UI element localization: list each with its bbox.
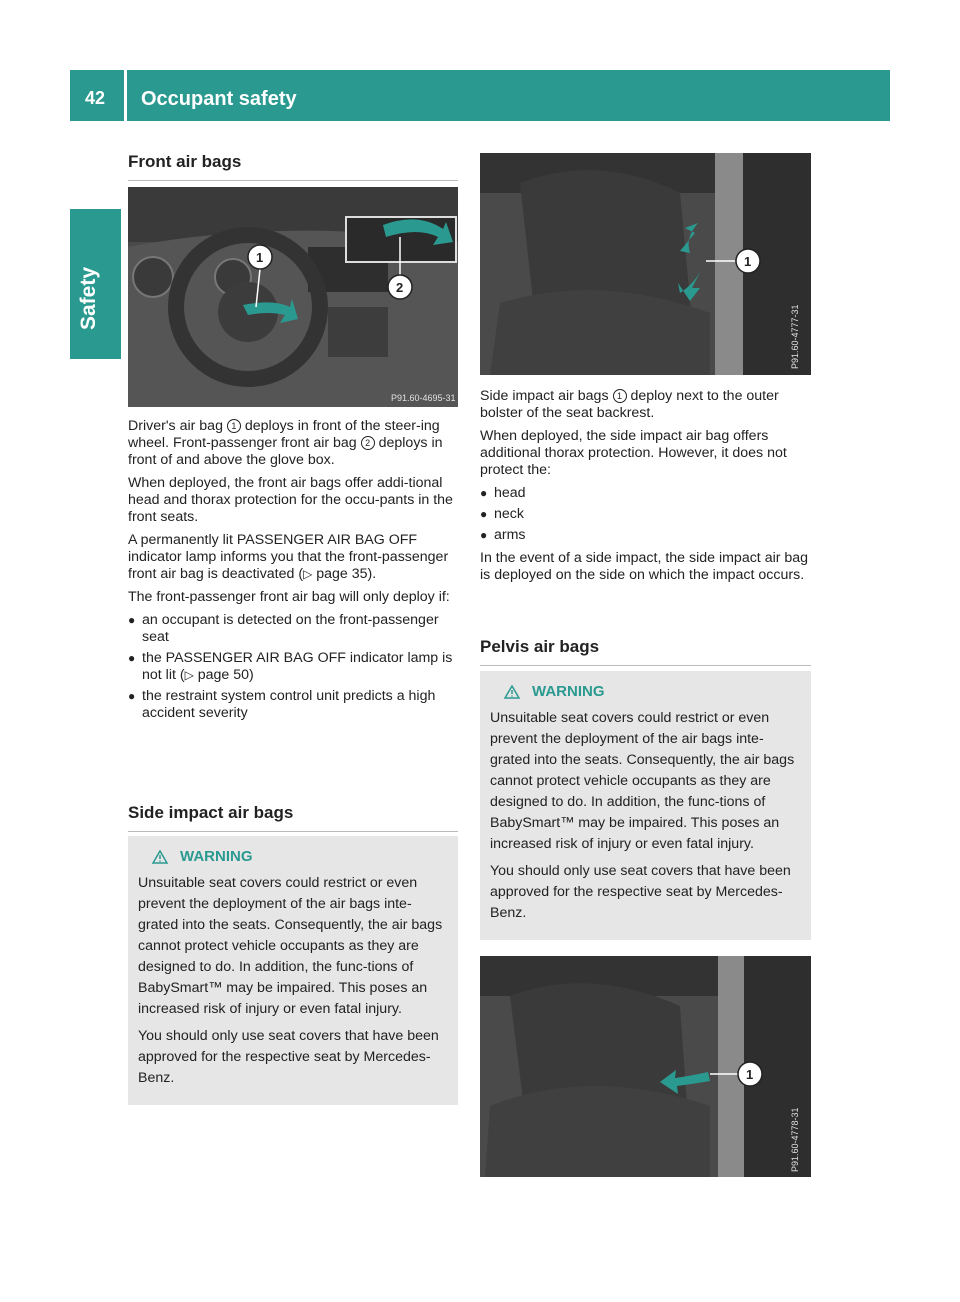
side-paragraph-2: When deployed, the side impact air bag offers additional thorax protection. However, it does not protect the: [480,428,787,478]
side-impact-figure [480,153,811,375]
list-item [128,688,458,722]
warning-title: WARNING [180,848,253,865]
list-item [480,527,811,544]
front-paragraph-1 [128,418,458,469]
warning-triangle-icon [152,850,168,864]
bullet-icon: ● [128,613,136,627]
page-header [70,70,890,121]
list-item-text: an occupant is detected on the front-passenger seat [142,612,439,645]
front-paragraph-4: The front-passenger front air bag will only deploy if: [128,589,450,605]
page-ref-arrow-icon: ▷ [184,668,194,682]
list-item [128,612,458,646]
page-ref-link[interactable]: page 35). [316,566,377,582]
front-conditions-list [128,612,458,722]
text-fragment: Side impact air bags [480,388,609,404]
side-impact-warning-box [128,836,458,1105]
text-fragment: Driver's air bag [128,418,223,434]
list-item-text: the restraint system control unit predicts a high accident severity [142,688,436,721]
figure-code: P91.60-4777-31 [790,304,800,369]
warning-header [138,848,448,865]
header-divider [124,70,127,121]
pelvis-section [480,637,811,666]
list-item-text: the PASSENGER AIR BAG OFF indicator lamp is not lit ( [142,650,453,683]
bullet-icon: ● [480,486,488,500]
page-ref-link[interactable]: page 50) [197,667,254,683]
callout-ref-1: 1 [227,419,241,433]
side-impact-section [128,803,458,832]
warning-text-1: Unsuitable seat covers could restrict or even prevent the deployment of the air bags inte-grated into the seats. Consequently, the air bags cannot protect vehicle occupants as they are designed to do. In addition, the func-tions of BabySmart™ may be impaired. This poses an increased risk of injury or even fatal injury. [490,710,795,852]
pelvis-heading: Pelvis air bags [480,637,811,666]
left-column [128,152,458,181]
front-paragraph-2: When deployed, the front air bags offer addi-tional head and thorax protection for the occu-pants in the front seats. [128,475,453,525]
text-fragment: deploy next to the outer bolster of the seat backrest. [480,388,779,421]
side-impact-text [480,388,811,590]
warning-title: WARNING [532,683,605,700]
front-airbags-text [128,418,458,728]
front-airbags-figure [128,187,458,407]
figure-code: P91.60-4778-31 [790,1107,800,1172]
side-paragraph-1 [480,388,811,422]
callout-ref-2: 2 [361,436,375,450]
list-item-text: neck [494,506,524,522]
side-impact-heading: Side impact air bags [128,803,458,832]
warning-triangle-icon [504,685,520,699]
text-fragment: deploys in front of and above the glove box. [128,435,443,468]
warning-text-2: You should only use seat covers that have been approved for the respective seat by Mercedes-Benz. [138,1028,439,1086]
warning-header [490,683,801,700]
list-item [480,485,811,502]
callout-ref-1: 1 [613,389,627,403]
bullet-icon: ● [480,528,488,542]
list-item [128,650,458,684]
list-item-text: arms [494,527,526,543]
figure-code: P91.60-4695-31 [391,393,456,403]
front-airbags-heading: Front air bags [128,152,458,181]
text-fragment: A permanently lit PASSENGER AIR BAG OFF indicator lamp informs you that the front-passenger front air bag is deactivated [128,532,449,582]
warning-text-1: Unsuitable seat covers could restrict or even prevent the deployment of the air bags inte-grated into the seats. Consequently, the air bags cannot protect vehicle occupants as they are designed to do. In addition, the func-tions of BabySmart™ may be impaired. This poses an increased risk of injury or even fatal injury. [138,875,443,1017]
bullet-icon: ● [128,651,136,665]
section-label: Safety [77,266,100,330]
page-number: 42 [85,88,106,108]
callout-2-label: 2 [396,280,404,295]
warning-text-2: You should only use seat covers that have been approved for the respective seat by Mercedes-Benz. [490,863,791,921]
bullet-icon: ● [128,689,136,703]
text-fragment: deploys in front of the steer-ing wheel. Front-passenger front air bag [128,418,440,451]
callout-1-label: 1 [744,254,752,269]
pelvis-warning-box [480,671,811,940]
page-ref-arrow-icon: ▷ [303,567,313,581]
front-paragraph-3: A permanently lit PASSENGER AIR BAG OFF indicator lamp informs you that the front-passenger front air bag is deactivated (▷ page 35). [128,532,449,582]
callout-1-label: 1 [746,1067,754,1082]
list-item-text: head [494,485,526,501]
callout-1-label: 1 [256,250,264,265]
side-not-protected-list [480,485,811,544]
bullet-icon: ● [480,507,488,521]
page-title: Occupant safety [141,88,297,110]
list-item [480,506,811,523]
pelvis-figure [480,956,811,1177]
side-paragraph-3: In the event of a side impact, the side impact air bag is deployed on the side on which the impact occurs. [480,550,809,583]
